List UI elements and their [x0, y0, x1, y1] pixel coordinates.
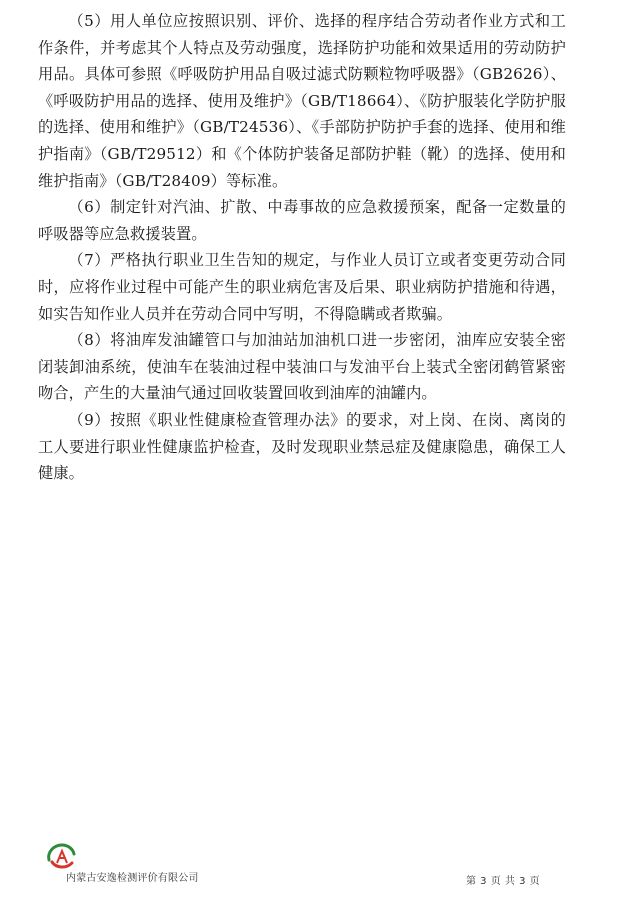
- paragraph-6: （6）制定针对汽油、扩散、中毒事故的应急救援预案，配备一定数量的呼吸器等应急救援装置。: [38, 198, 566, 243]
- paragraph-7: （7）严格执行职业卫生告知的规定，与作业人员订立或者变更劳动合同时，应将作业过程中可能产生的职业病危害及后果、职业病防护措施和待遇，如实告知作业人员并在劳动合同中写明，不得隐瞒或者欺骗。: [38, 251, 566, 323]
- page-footer: [0, 836, 622, 896]
- paragraph-5: （5）用人单位应按照识别、评价、选择的程序结合劳动者作业方式和工作条件，并考虑其个人特点及劳动强度，选择防护功能和效果适用的劳动防护用品。具体可参照《呼吸防护用品自吸过滤式防颗粒物呼吸器》（GB2626）、《呼吸防护用品的选择、使用及维护》（GB/T18664）、《防护服装化学防护服的选择、使用和维护》（GB/T24536）、《手部防护防护手套的选择、使用和维护指南》（GB/T29512）和《个体防护装备足部防护鞋（靴）的选择、使用和维护指南》（GB/T28409）等标准。: [38, 12, 566, 190]
- page-indicator: 第 3 页 共 3 页: [466, 876, 541, 887]
- paragraph-8: （8）将油库发油罐管口与加油站加油机口进一步密闭，油库应安装全密闭装卸油系统，使油车在装油过程中装油口与发油平台上装式全密闭鹤管紧密吻合，产生的大量油气通过回收装置回收到油库的油罐内。: [38, 331, 566, 403]
- paragraph-9: （9）按照《职业性健康检查管理办法》的要求，对上岗、在岗、离岗的工人要进行职业性健康监护检查，及时发现职业禁忌症及健康隐患，确保工人健康。: [38, 410, 566, 483]
- document-body: [38, 8, 566, 487]
- company-name: 内蒙古安逸检测评价有限公司: [66, 873, 199, 884]
- company-logo-icon: [44, 842, 78, 870]
